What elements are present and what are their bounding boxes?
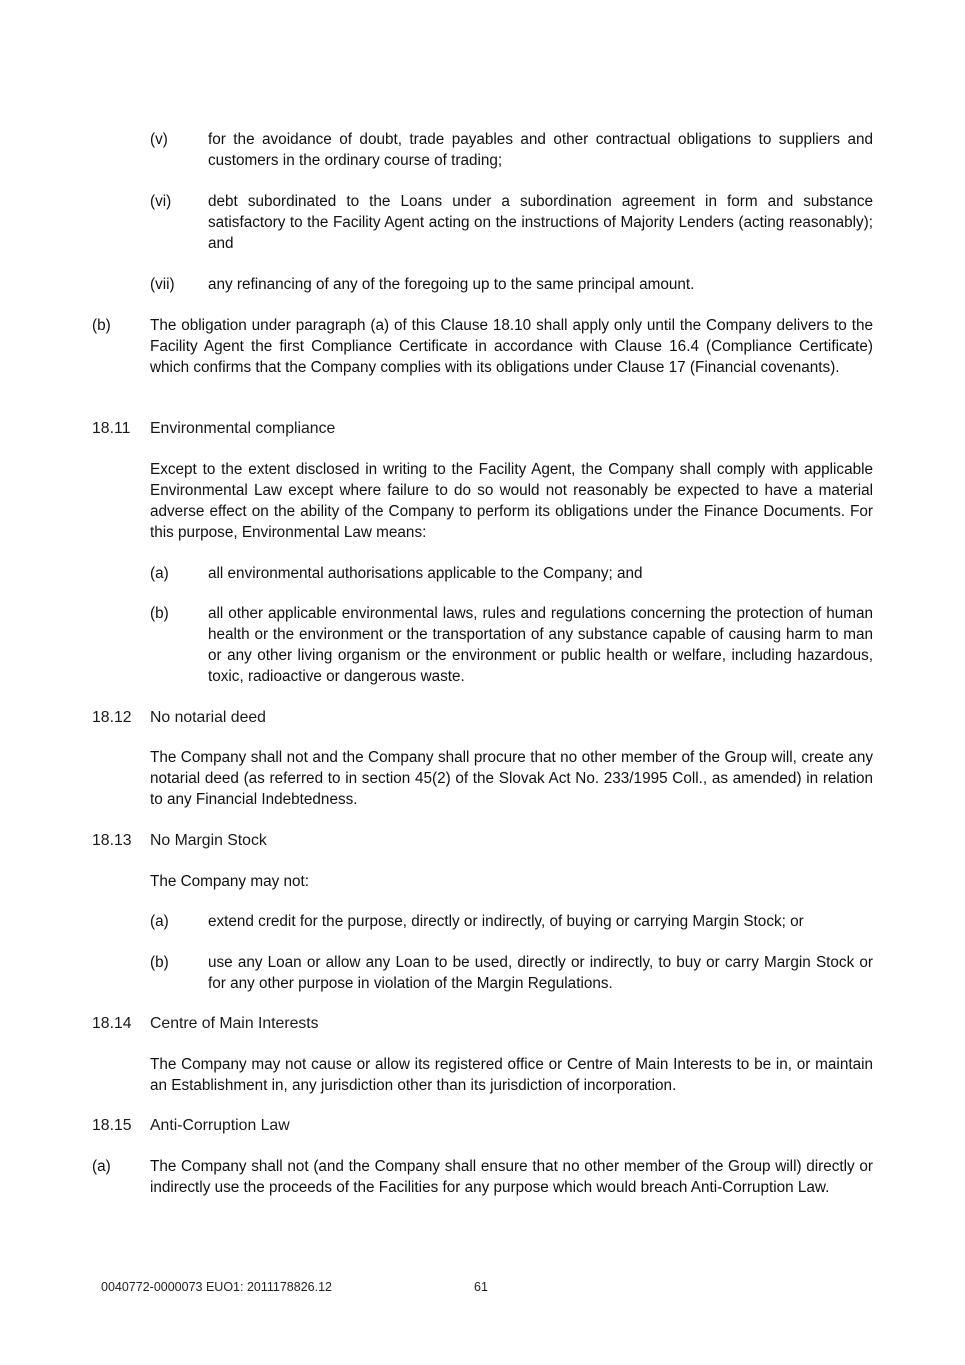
list-item-text: all other applicable environmental laws, rules and regulations concerning the protection of human health or the environment or the transportation of any substance capable of causing harm to man or any other living organism or the environment or public health or welfare, including hazardous, toxic, radioactive or dangerous waste. (208, 605, 873, 685)
item-label: (vi) (150, 193, 172, 210)
list-item-text: use any Loan or allow any Loan to be used, directly or indirectly, to buy or carry Margin Stock or for any other purpose in violation of the Margin Regulations. (208, 954, 873, 992)
list-item-text: extend credit for the purpose, directly or indirectly, of buying or carrying Margin Stock; or (208, 913, 804, 930)
section-heading: No notarial deed (150, 709, 266, 726)
section-paragraph: The Company shall not and the Company shall procure that no other member of the Group will, create any notarial deed (as referred to in section 45(2) of the Slovak Act No. 233/1995 Coll., as amended) in relation to any Financial Indebtedness. (150, 749, 873, 808)
section-number: 18.11 (92, 420, 131, 437)
list-item-text: all environmental authorisations applicable to the Company; and (208, 565, 643, 582)
footer-doc-reference: 0040772-0000073 EUO1: 2011178826.12 (101, 1280, 332, 1294)
item-label: (a) (150, 565, 169, 582)
list-item-text: any refinancing of any of the foregoing up to the same principal amount. (208, 276, 695, 293)
item-label: (v) (150, 131, 168, 148)
item-label: (b) (150, 954, 169, 971)
paragraph-b: The obligation under paragraph (a) of this Clause 18.10 shall apply only until the Company delivers to the Facility Agent the first Compliance Certificate in accordance with Clause 16.4 (Compliance Certificate) which confirms that the Company complies with its obligations under Clause 17 (Financial covenants). (150, 317, 873, 376)
section-heading: Centre of Main Interests (150, 1015, 319, 1032)
list-item-text: for the avoidance of doubt, trade payables and other contractual obligations to suppliers and customers in the ordinary course of trading; (208, 131, 873, 169)
section-number: 18.12 (92, 709, 132, 726)
section-paragraph: The Company may not cause or allow its registered office or Centre of Main Interests to be in, or maintain an Establishment in, any jurisdiction other than its jurisdiction of incorporation. (150, 1056, 873, 1094)
item-label: (a) (150, 913, 169, 930)
item-label: (b) (92, 317, 111, 334)
page-number: 61 (474, 1280, 488, 1294)
item-label: (vii) (150, 276, 175, 293)
section-heading: No Margin Stock (150, 832, 267, 849)
paragraph-a: The Company shall not (and the Company shall ensure that no other member of the Group will) directly or indirectly use the proceeds of the Facilities for any purpose which would breach Anti-Corruption Law. (150, 1158, 873, 1196)
section-heading: Environmental compliance (150, 420, 336, 437)
section-heading: Anti-Corruption Law (150, 1117, 290, 1134)
item-label: (a) (92, 1158, 111, 1175)
list-item-text: debt subordinated to the Loans under a subordination agreement in form and substance satisfactory to the Facility Agent acting on the instructions of Majority Lenders (acting reasonably); and (208, 193, 873, 252)
item-label: (b) (150, 605, 169, 622)
section-paragraph: Except to the extent disclosed in writing to the Facility Agent, the Company shall comply with applicable Environmental Law except where failure to do so would not reasonably be expected to have a material adverse effect on the ability of the Company to perform its obligations under the Finance Documents. For this purpose, Environmental Law means: (150, 461, 873, 541)
section-number: 18.13 (92, 832, 132, 849)
section-number: 18.15 (92, 1117, 132, 1134)
section-number: 18.14 (92, 1015, 132, 1032)
section-paragraph: The Company may not: (150, 873, 309, 890)
